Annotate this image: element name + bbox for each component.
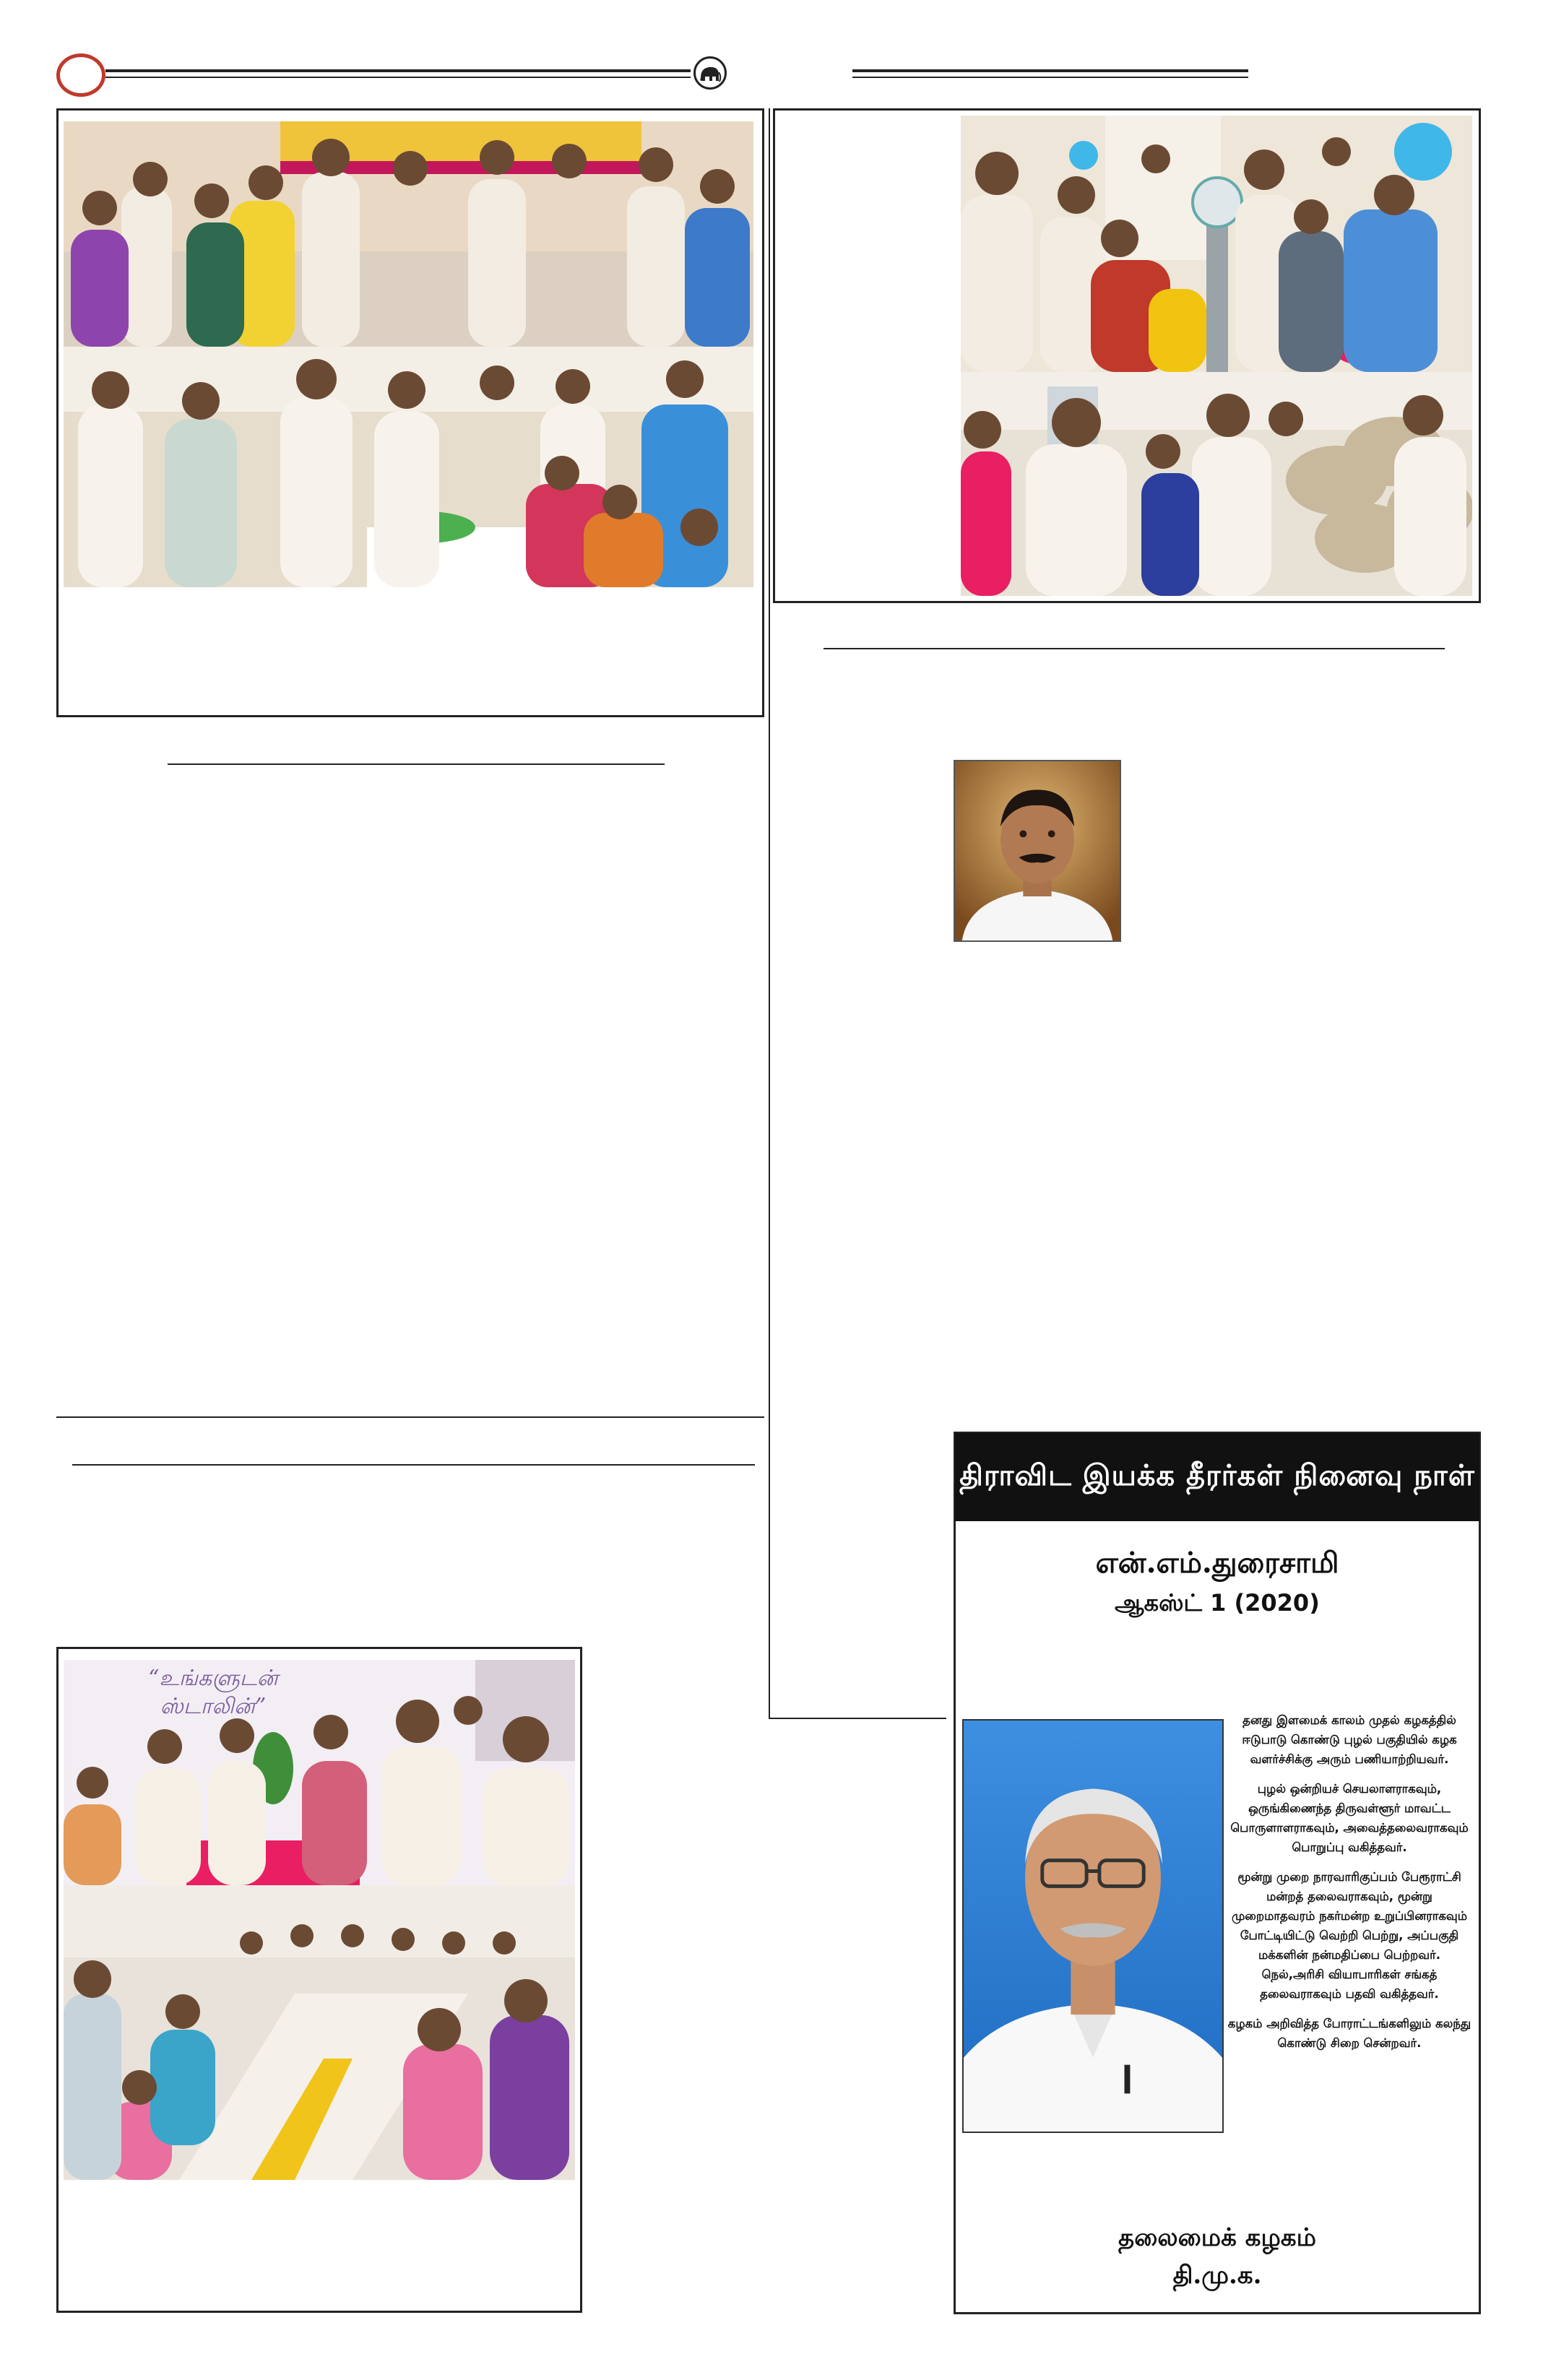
memorial-bio-para-2: புழல் ஒன்றியச் செயலாளராகவும், ஒருங்கிணைந்த திருவள்ளூர் மாவட்ட பொருளாளராகவும், அவைத்தலைவராகவும் பொறுப்பு வகித்தவர். [1230,1782,1469,1854]
separator-rule-left-1 [168,763,665,765]
memorial-footer-line-1: தலைமைக் கழகம் [1118,2223,1316,2252]
column-divider-foot [769,1718,946,1719]
portrait-photo [954,760,1121,942]
masthead-right-rule-top [852,69,1248,72]
separator-rule-right-1 [824,648,1445,649]
memorial-portrait [962,1719,1224,2133]
column-divider [769,108,770,1719]
memorial-bio-para-1: தனது இளமைக் காலம் முதல் கழகத்தில் ஈடுபாடு கொண்டு புழல் பகுதியில் கழக வளர்ச்சிக்கு அரும் பணியாற்றியவர். [1242,1713,1457,1766]
event-photo-top-right-1 [961,116,1472,372]
memorial-date: ஆகஸ்ட் 1 (2020) [1115,1589,1320,1617]
masthead-rule-bottom [105,77,691,78]
event-photo-top-right-2 [961,372,1472,596]
memorial-bio-para-3: மூன்று முறை நாரவாரிகுப்பம் பேரூராட்சி மன்றத் தலைவராகவும், மூன்று முறைமாதவரம் நகர்மன்ற உறுப்பினராகவும் போட்டியிட்டு வெற்றி பெற்று, அப்பகுதி மக்களின் நன்மதிப்பை பெற்றவர். நெல்,அரிசி வியாபாரிகள் சங்கத் தலைவராகவும் பதவி வகித்தவர். [1231,1870,1468,2001]
memorial-bio [1227,1710,1472,2063]
memorial-name: என்.எம்.துரைசாமி [1095,1546,1339,1580]
event-photo-top-left-1 [64,121,753,347]
separator-rule-left-2 [56,1416,764,1418]
photo-banner-text: “உங்களுடன் ஸ்டாலின்” [148,1666,278,1719]
masthead-circle-icon [56,53,105,97]
separator-rule-left-3 [72,1464,755,1466]
memorial-bio-para-4: கழகம் அறிவித்த போராட்டங்களிலும் கலந்து கொண்டு சிறை சென்றவர். [1227,2017,1471,2050]
event-photo-bottom-left-2 [64,1885,575,2180]
elephant-emblem-icon [693,56,727,90]
memorial-footer-line-2: தி.மு.க. [1172,2261,1262,2290]
masthead-rule-top [105,69,691,72]
memorial-header: திராவிட இயக்க தீரர்கள் நினைவு நாள் [955,1433,1479,1521]
event-photo-top-left-2 [64,347,753,587]
masthead-right-rule-bottom [852,77,1248,78]
